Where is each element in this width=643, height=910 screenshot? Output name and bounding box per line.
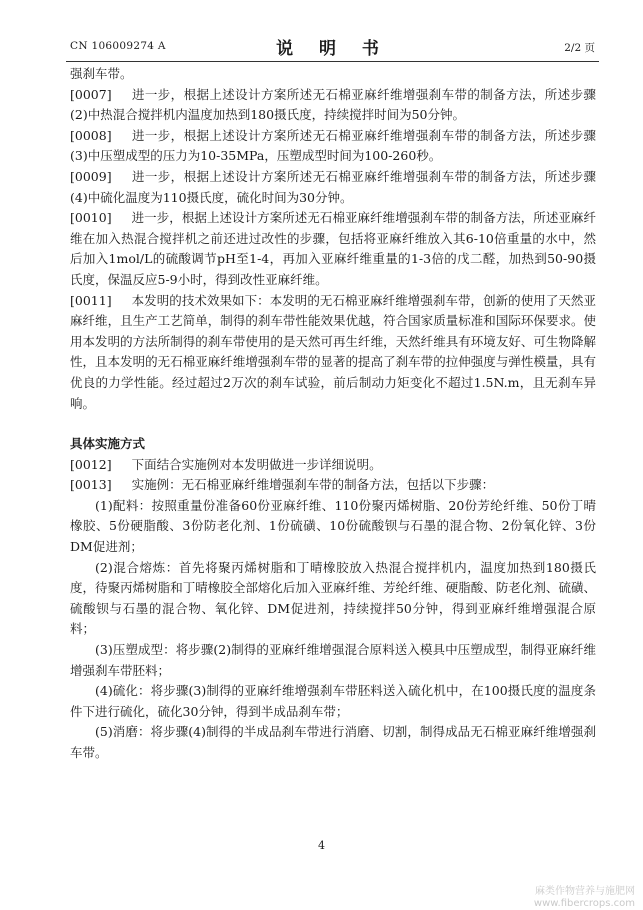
- step-1: (1)配料：按照重量份准备60份亚麻纤维、110份聚丙烯树脂、20份芳纶纤维、50份丁晴橡胶、5份硬脂酸、3份防老化剂、1份硫磺、10份硫酸钡与石墨的混合物、2份氧化锌、3份DM促进剂；: [70, 497, 596, 555]
- section-heading: 具体实施方式: [70, 436, 146, 452]
- paragraph-text: 下面结合实施例对本发明做进一步详细说明。: [131, 456, 382, 472]
- paragraph-number: [0011]: [70, 292, 112, 308]
- watermark-site-name: 麻类作物营养与施肥网: [535, 886, 635, 897]
- step-2: (2)混合熔炼：首先将聚丙烯树脂和丁晴橡胶放入热混合搅拌机内，温度加热到180摄氏度，待聚丙烯树脂和丁晴橡胶全部熔化后加入亚麻纤维、芳纶纤维、硬脂酸、防老化剂、硫磺、硫酸钡与石墨的混合物、氧化锌、DM促进剂，持续搅拌50分钟，得到亚麻纤维增强混合原料；: [70, 559, 596, 637]
- document-body: [70, 64, 596, 764]
- watermark: [534, 886, 635, 910]
- header-divider: [66, 61, 599, 62]
- paragraph-text: 实施例：无石棉亚麻纤维增强刹车带的制备方法，包括以下步骤：: [131, 477, 495, 493]
- patent-number: CN 106009274 A: [70, 40, 166, 52]
- paragraph-text: 进一步，根据上述设计方案所述无石棉亚麻纤维增强刹车带的制备方法，所述步骤(3)中压塑成型的压力为10-35MPa，压塑成型时间为100-260秒。: [70, 127, 596, 164]
- paragraph-number: [0013]: [70, 477, 112, 493]
- paragraph-text: 进一步，根据上述设计方案所述无石棉亚麻纤维增强刹车带的制备方法，所述亚麻纤维在加入热混合搅拌机之前还进过改性的步骤，包括将亚麻纤维放入其6-10倍重量的水中，然后加入1mol/L的硫酸调节pH至1-4，再加入亚麻纤维重量的1-3倍的戊二醛，加热到50-90摄氏度，保温反应5-9小时，得到改性亚麻纤维。: [70, 210, 596, 287]
- paragraph-0013: [70, 475, 596, 496]
- paragraph-0011: [70, 291, 596, 415]
- paragraph-number: [0010]: [70, 210, 112, 226]
- paragraph-text: 进一步，根据上述设计方案所述无石棉亚麻纤维增强刹车带的制备方法，所述步骤(4)中硫化温度为110摄氏度，硫化时间为30分钟。: [70, 168, 596, 205]
- step-3: (3)压塑成型：将步骤(2)制得的亚麻纤维增强混合原料送入模具中压塑成型，制得亚麻纤维增强刹车带胚料；: [70, 642, 596, 678]
- paragraph-0010: [70, 208, 596, 290]
- step-4: (4)硫化：将步骤(3)制得的亚麻纤维增强刹车带胚料送入硫化机中，在100摄氏度的温度条件下进行硫化，硫化30分钟，得到半成品刹车带；: [70, 683, 596, 719]
- paragraph-text: 进一步，根据上述设计方案所述无石棉亚麻纤维增强刹车带的制备方法，所述步骤(2)中热混合搅拌机内温度加热到180摄氏度，持续搅拌时间为50分钟。: [70, 86, 596, 123]
- paragraph-number: [0007]: [70, 86, 112, 102]
- paragraph-0008: [70, 126, 596, 167]
- document-title: 说 明 书: [276, 39, 389, 59]
- paragraph-continuation: [70, 64, 596, 85]
- page-number: 4: [318, 839, 325, 852]
- paragraph-text: 强刹车带。: [70, 66, 133, 81]
- paragraph-number: [0009]: [70, 168, 112, 184]
- paragraph-0012: [70, 455, 596, 476]
- paragraph-0009: [70, 167, 596, 208]
- paragraph-number: [0012]: [70, 456, 112, 472]
- page-header: [70, 34, 595, 58]
- paragraph-text: 本发明的技术效果如下：本发明的无石棉亚麻纤维增强刹车带，创新的使用了天然亚麻纤维，且生产工艺简单，制得的刹车带性能效果优越，符合国家质量标准和国际环保要求。使用本发明的方法所制得的刹车带使用的是天然可再生纤维，天然纤维具有环境友好、可生物降解性，且本发明的无石棉亚麻纤维增强刹车带的显著的提高了刹车带的拉伸强度与弹性模量，具有优良的力学性能。经过超过2万次的刹车试验，前后制动力矩变化不超过1.5N.m，且无刹车异响。: [70, 292, 596, 411]
- paragraph-number: [0008]: [70, 127, 112, 143]
- step-5: (5)消磨：将步骤(4)制得的半成品刹车带进行消磨、切割，制得成品无石棉亚麻纤维增强刹车带。: [70, 724, 596, 760]
- paragraph-0007: [70, 85, 596, 126]
- page-count: 2/2 页: [564, 42, 595, 54]
- watermark-url: www.fibercrops.com: [533, 898, 635, 909]
